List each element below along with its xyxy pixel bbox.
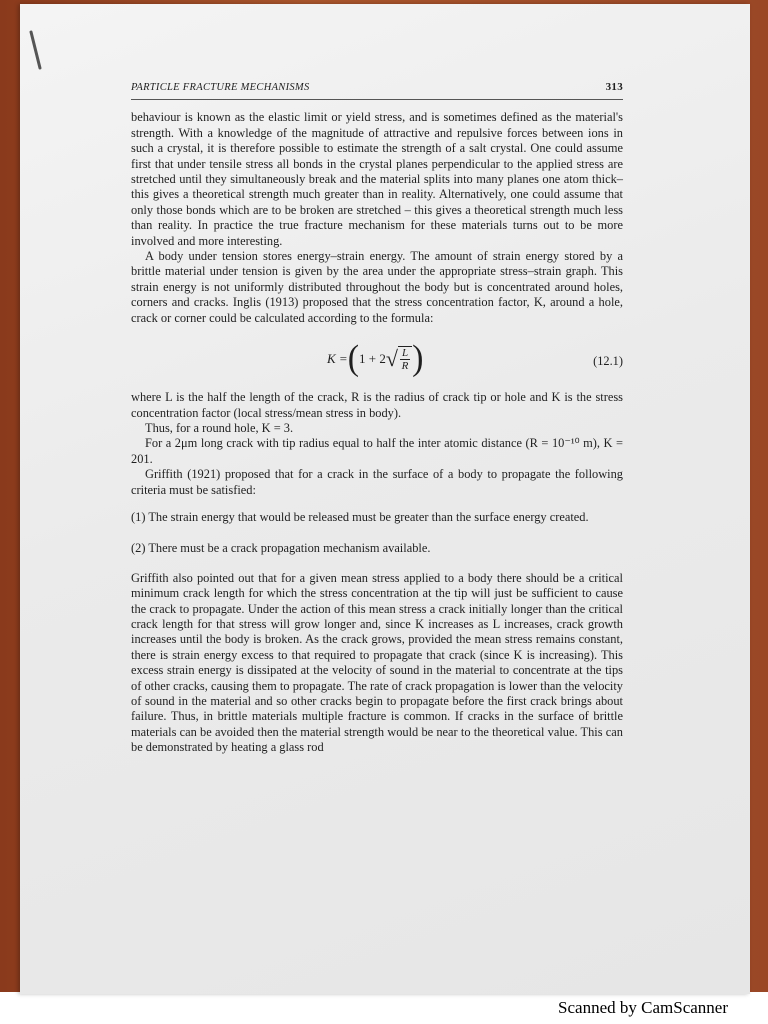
spacer [131,557,623,571]
equation-lhs: K = [327,351,348,367]
left-paren: ( [347,339,360,378]
paragraph-5: For a 2μm long crack with tip radius equal to half the inter atomic distance (R = 10⁻¹⁰ m), K = 201. [131,436,623,466]
list-item-1: (1) The strain energy that would be released must be greater than the surface energy created. [131,509,589,524]
paragraph-4: Thus, for a round hole, K = 3. [145,420,294,435]
scanner-watermark: Scanned by CamScanner [558,998,728,1017]
fraction-denominator: R [401,360,409,373]
running-title: PARTICLE FRACTURE MECHANISMS [131,82,310,93]
page-number: 313 [605,81,623,93]
right-paren: ) [412,339,424,378]
radical-sign: √ [385,346,398,372]
paragraph-7: Griffith also pointed out that for a given mean stress applied to a body there should be a critical minimum crack length for which the stress concentration at the tip will just be sufficient to cause the crack to propagate. Under the action of this mean stress a crack initially longer than the critical crack length for that stress will grow longer and, since K increases as L increases, crack growth increases until the body is broken. As the crack grows, provided the mean stress remains constant, there is strain energy excess to that required to propagate that crack (since K is increasing). This excess strain energy is dissipated at the velocity of sound in the material to concentrate at the tips of other cracks, causing them to propagate. The rate of crack propagation is lower than the velocity of sound in the material and so other cracks begin to propagate before the first crack brings about failure. Thus, in brittle materials multiple fracture is common. If cracks in the surface of brittle materials can be avoided then the material strength would be near to the theoretical value. This can be demonstrated by heating a glass rod [131,570,623,755]
paragraph-2: A body under tension stores energy–strain energy. The amount of strain energy stored by a brittle material under tension is given by the area under the appropriate stress–strain graph. This strain energy is not uniformly distributed throughout the body but is concentrated around holes, corners and cracks. Inglis (1913) proposed that the stress concentration factor, K, around a hole, crack or corner could be calculated according to the formula: [131,249,623,325]
equation-row [131,336,623,382]
equation-number: (12.1) [593,354,623,369]
square-root [386,346,412,372]
equation-one-plus-two: 1 + 2 [359,351,386,367]
equation [327,339,424,378]
running-header [131,80,623,100]
paragraph-3: where L is the half the length of the crack, R is the radius of crack tip or hole and K is the stress concentration factor (local stress/mean stress in body). [131,390,623,420]
paragraph-6: Griffith (1921) proposed that for a crack in the surface of a body to propagate the following criteria must be satisfied: [131,467,623,497]
fraction-numerator: L [401,347,409,360]
paragraph-1: behaviour is known as the elastic limit or yield stress, and is sometimes defined as the material's strength. With a knowledge of the magnitude of attractive and repulsive forces between ions in such a crystal, it is therefore possible to estimate the strength of a salt crystal. One could assume first that under tensile stress all bonds in the crystal planes perpendicular to the applied stress are stretched until they simultaneously break and the material splits into many planes one atom thick–this gives a theoretical strength much greater than in reality. Alternatively, one could assume that only those bonds which are to be broken are stretched – this gives a theoretical strength much less than reality. In practice the true fracture mechanism for these materials turns out to be more involved and more interesting. [131,110,623,248]
fraction [398,346,412,372]
list-item-2: (2) There must be a crack propagation mechanism available. [131,541,431,556]
page-content [131,80,623,756]
